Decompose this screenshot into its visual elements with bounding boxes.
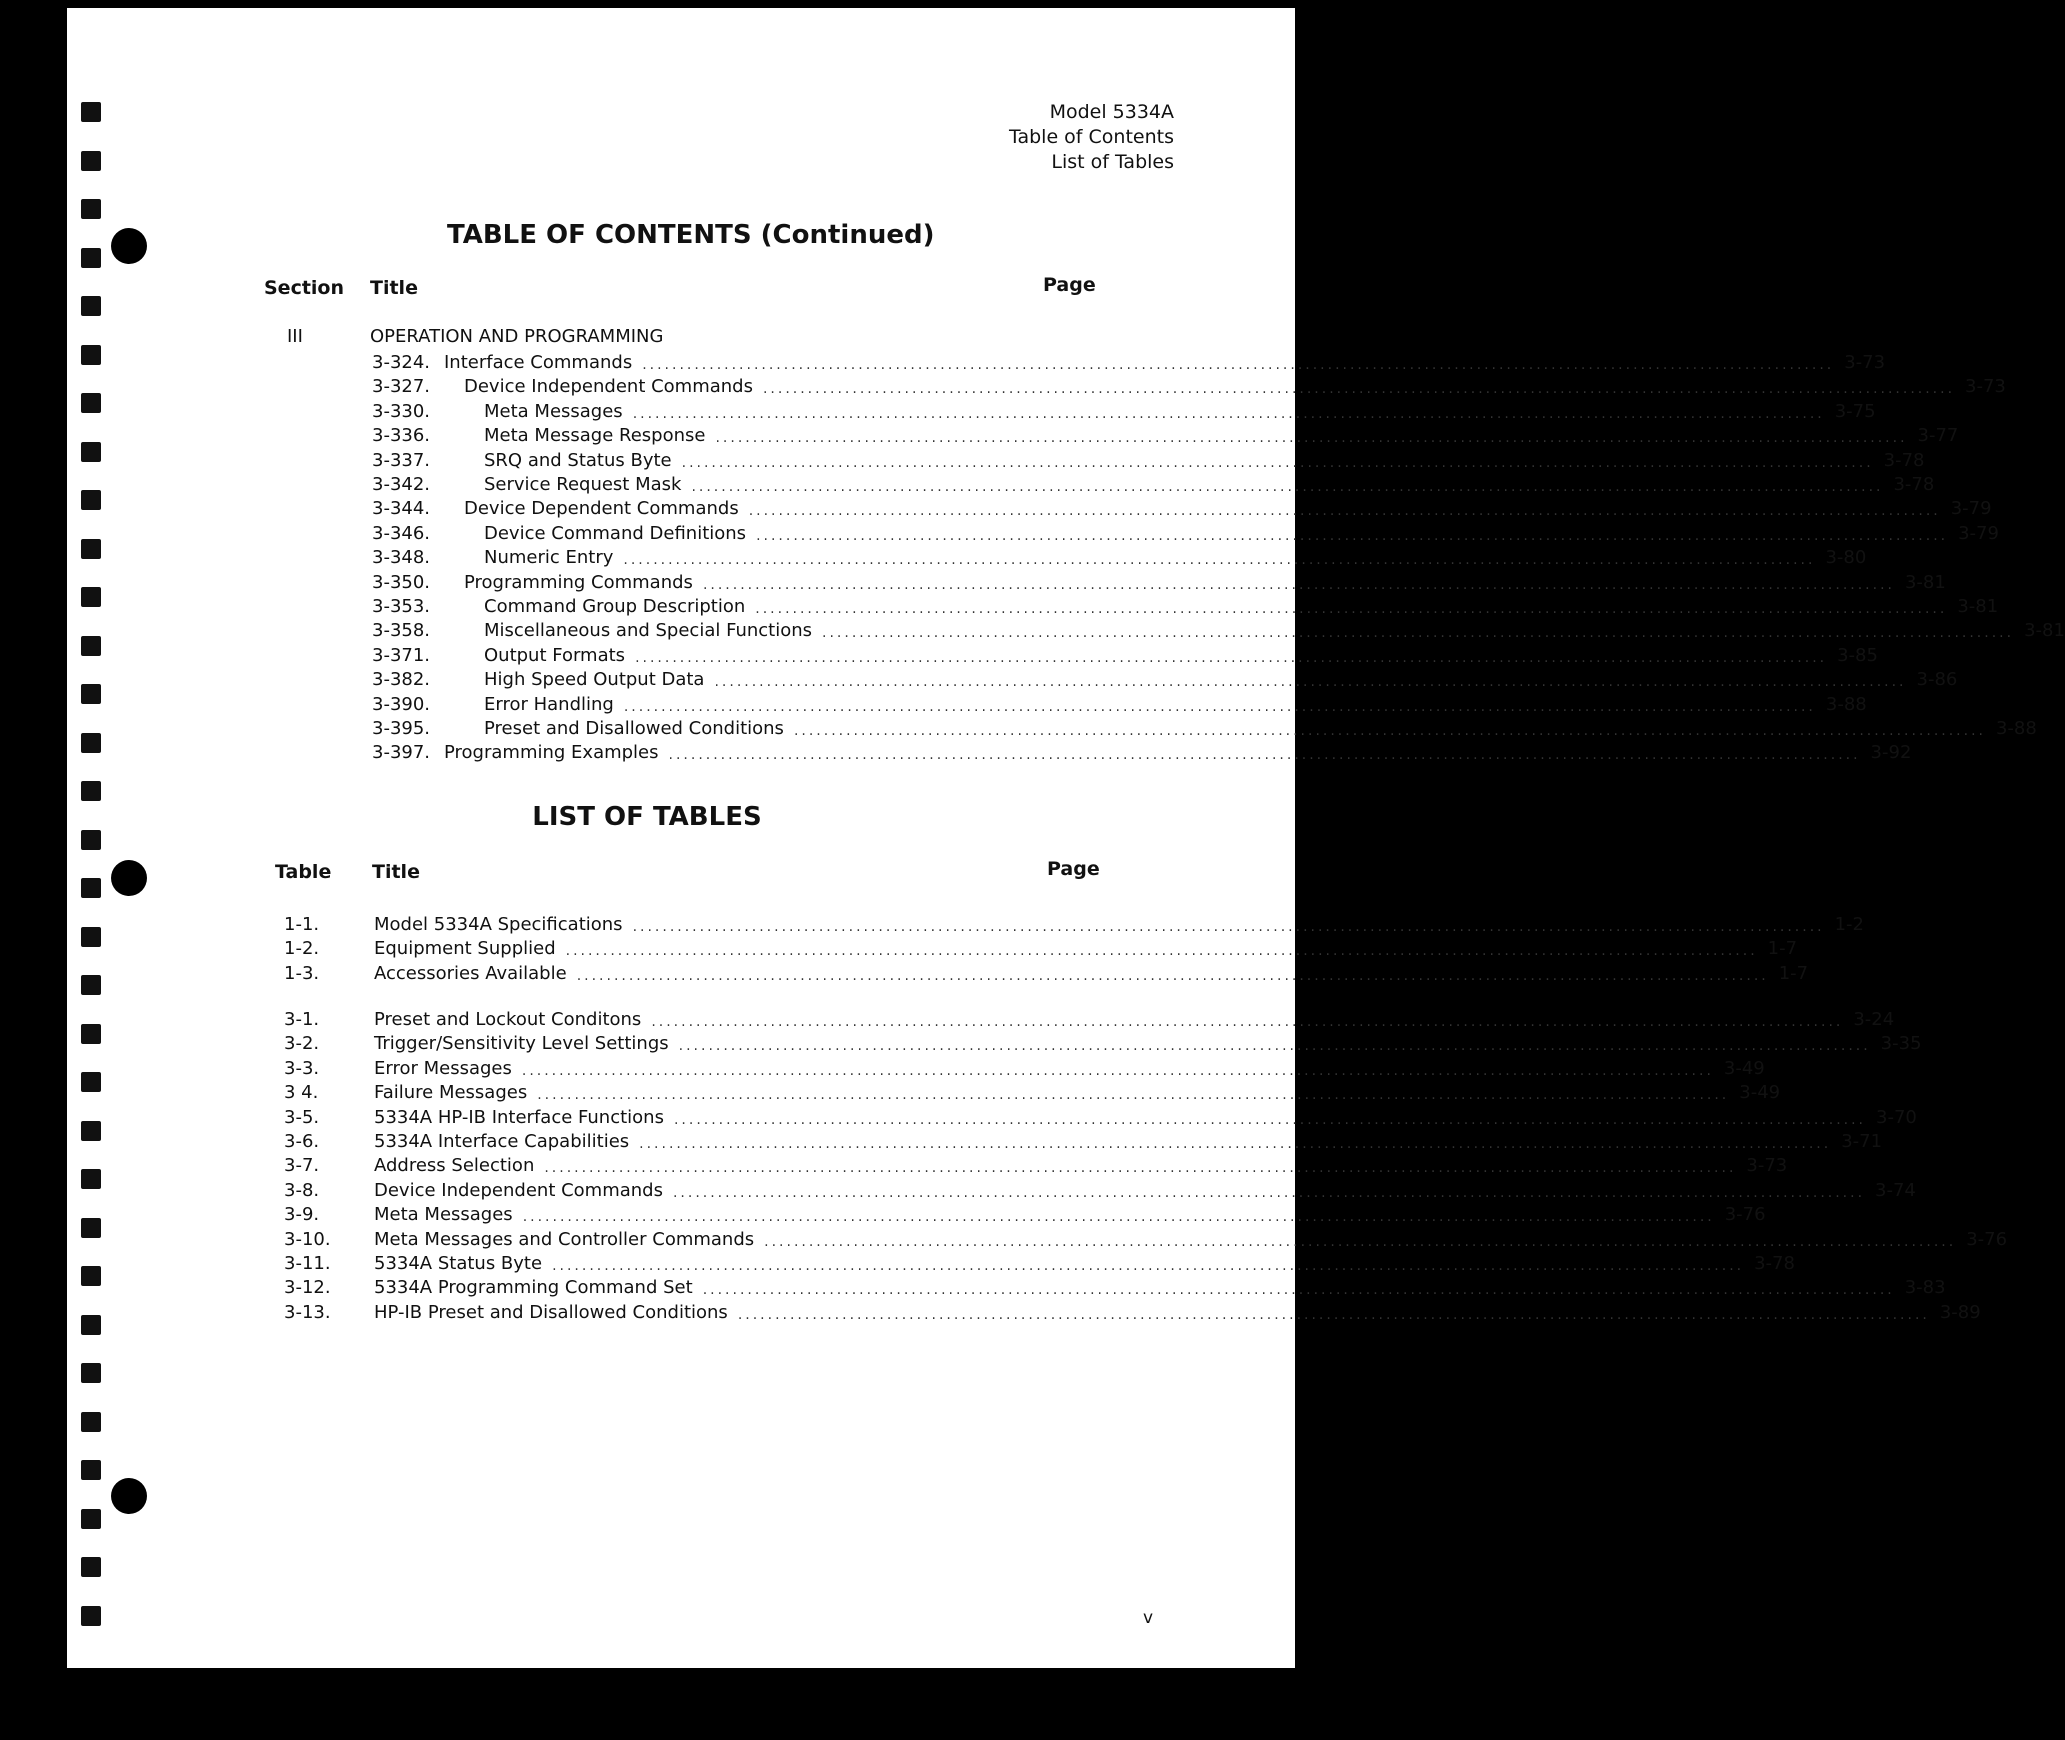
entry-number: 3-10.	[284, 1228, 331, 1250]
entry-title: 5334A HP-IB Interface Functions	[374, 1106, 664, 1128]
entry-page: 3-78	[1754, 1253, 1795, 1274]
dot-leader: ................................................................................................................................................................	[822, 625, 2015, 642]
entry-title: Model 5334A Specifications	[374, 914, 623, 935]
entry-page: 3-79	[1950, 498, 1992, 520]
entry-number: 3-344.	[372, 498, 431, 520]
toc-entry-row	[67, 497, 1992, 521]
page-number: v	[1142, 1608, 1153, 1628]
entry-number: 1-1.	[284, 914, 320, 935]
entry-number: 3-5.	[284, 1106, 320, 1128]
entry-page: 3-88	[1995, 718, 2037, 739]
toc-entry-row	[67, 1106, 1917, 1130]
entry-page: 3-73	[1746, 1155, 1788, 1177]
dot-leader: ................................................................................................................................................................	[623, 552, 1816, 569]
entry-page: 3-86	[1916, 669, 1958, 691]
entry-number: 3-13.	[284, 1301, 331, 1323]
toc-entry-row	[67, 351, 1886, 375]
tables-col-page: Page	[1047, 858, 1100, 880]
dot-leader: ................................................................................................................................................................	[642, 357, 1835, 373]
tables-col-title: Title	[372, 861, 420, 883]
entry-title: SRQ and Status Byte	[484, 449, 672, 471]
tables-col-table: Table	[275, 861, 332, 883]
toc-entry-row	[67, 522, 1999, 546]
binding-hole	[81, 1557, 101, 1577]
entry-page: 3-71	[1841, 1131, 1883, 1152]
tables-heading: LIST OF TABLES	[532, 802, 762, 832]
toc-entry-row	[67, 571, 1946, 595]
entry-title: Equipment Supplied	[374, 938, 556, 960]
entry-page: 3-78	[1893, 474, 1935, 495]
entry-page: 1-2	[1834, 914, 1864, 935]
dot-leader: ................................................................................................................................................................	[793, 723, 1986, 739]
toc-entry-row	[67, 595, 1999, 619]
header-model: Model 5334A	[1049, 101, 1174, 123]
dot-leader: ................................................................................................................................................................	[537, 1087, 1730, 1104]
entry-title: Miscellaneous and Special Functions	[484, 620, 813, 642]
entry-number: 1-3.	[284, 962, 320, 984]
entry-number: 3-7.	[284, 1155, 320, 1177]
entry-title: Preset and Disallowed Conditions	[484, 718, 784, 739]
entry-title: Error Messages	[374, 1057, 512, 1079]
entry-title: Device Independent Commands	[464, 376, 753, 398]
entry-number: 3-336.	[372, 425, 431, 447]
entry-number: 3-337.	[372, 449, 431, 471]
toc-entry-row	[67, 424, 1959, 448]
entry-number: 3-390.	[372, 693, 431, 715]
toc-entry-row	[67, 619, 2065, 643]
document-page	[67, 8, 2065, 1668]
entry-page: 3-75	[1834, 400, 1876, 422]
dot-leader: ................................................................................................................................................................	[522, 1209, 1715, 1226]
entry-number: 3-342.	[372, 474, 431, 495]
entry-number: 3-11.	[284, 1253, 331, 1274]
binding-hole	[81, 102, 101, 122]
entry-title: Address Selection	[374, 1155, 535, 1177]
dot-leader: ................................................................................................................................................................	[702, 1282, 1895, 1299]
entry-page: 3-89	[1939, 1301, 1981, 1323]
binding-ring	[111, 860, 147, 896]
dot-leader: ................................................................................................................................................................	[552, 1258, 1745, 1274]
entry-page: 3-35	[1880, 1033, 1922, 1055]
toc-entry-row	[67, 937, 1798, 961]
entry-page: 3-85	[1837, 644, 1878, 666]
entry-page: 3-88	[1825, 693, 1867, 715]
entry-title: Trigger/Sensitivity Level Settings	[374, 1033, 669, 1055]
entry-number: 3-324.	[372, 352, 431, 373]
toc-entry-row	[67, 375, 2006, 399]
binding-ring	[111, 1478, 147, 1514]
binding-ring	[111, 228, 147, 264]
binding-hole	[81, 830, 101, 850]
entry-page: 3-76	[1966, 1228, 2008, 1250]
binding-hole	[81, 151, 101, 171]
entry-title: Programming Examples	[444, 742, 659, 764]
dot-leader: ................................................................................................................................................................	[714, 674, 1907, 691]
toc-entry-row	[67, 400, 1876, 424]
binding-hole	[81, 199, 101, 219]
toc-entry-row	[67, 1008, 1895, 1032]
toc-entry-row	[67, 1154, 1788, 1178]
toc-entry-row	[67, 1032, 1922, 1056]
entry-page: 3-92	[1870, 742, 1912, 764]
entry-page: 3-70	[1876, 1106, 1917, 1128]
entry-title: Output Formats	[484, 644, 626, 666]
entry-page: 1-7	[1767, 938, 1798, 960]
toc-entry-row	[67, 693, 1867, 717]
entry-title: High Speed Output Data	[484, 669, 705, 691]
entry-page: 3-49	[1723, 1057, 1765, 1079]
dot-leader: ................................................................................................................................................................	[715, 430, 1908, 447]
header-section: Table of Contents	[1009, 126, 1174, 148]
entry-number: 3-397.	[372, 742, 431, 764]
toc-col-title: Title	[370, 277, 418, 299]
binding-hole	[81, 248, 101, 268]
dot-leader: ................................................................................................................................................................	[668, 747, 1861, 764]
dot-leader: ................................................................................................................................................................	[702, 576, 1895, 593]
toc-section-number: III	[287, 326, 303, 347]
toc-entry-row	[67, 473, 1935, 497]
toc-entry-row	[67, 644, 1878, 668]
entry-title: Device Independent Commands	[374, 1179, 663, 1201]
dot-leader: ................................................................................................................................................................	[635, 649, 1828, 666]
entry-number: 1-2.	[284, 938, 320, 960]
dot-leader: ................................................................................................................................................................	[576, 967, 1769, 984]
entry-title: Meta Messages	[484, 400, 623, 422]
toc-entry-row	[67, 1081, 1781, 1105]
dot-leader: ................................................................................................................................................................	[632, 919, 1825, 935]
entry-title: Programming Commands	[464, 571, 693, 593]
toc-col-section: Section	[264, 277, 345, 299]
toc-entry-row	[67, 741, 1912, 765]
entry-title: 5334A Programming Command Set	[374, 1277, 693, 1299]
dot-leader: ................................................................................................................................................................	[623, 698, 1816, 715]
entry-number: 3-395.	[372, 718, 431, 739]
toc-heading: TABLE OF CONTENTS (Continued)	[447, 220, 935, 250]
header-subsection: List of Tables	[1051, 151, 1174, 173]
dot-leader: ................................................................................................................................................................	[681, 454, 1874, 471]
dot-leader: ................................................................................................................................................................	[678, 1038, 1871, 1055]
toc-entry-row	[67, 962, 1809, 986]
dot-leader: ................................................................................................................................................................	[565, 943, 1758, 960]
entry-page: 3-80	[1825, 547, 1867, 569]
entry-number: 3-371.	[372, 644, 431, 666]
entry-title: Command Group Description	[484, 596, 746, 617]
entry-page: 3-24	[1853, 1009, 1895, 1030]
entry-number: 3-358.	[372, 620, 431, 642]
dot-leader: ................................................................................................................................................................	[673, 1111, 1866, 1128]
toc-entry-row	[67, 717, 2037, 741]
entry-page: 1-7	[1778, 962, 1809, 984]
entry-title: Meta Messages and Controller Commands	[374, 1228, 755, 1250]
toc-entry-row	[67, 1203, 1766, 1227]
entry-title: Service Request Mask	[484, 474, 682, 495]
dot-leader: ................................................................................................................................................................	[764, 1233, 1957, 1250]
toc-entry-row	[67, 1228, 2008, 1252]
toc-entry-row	[67, 668, 1958, 692]
entry-number: 3-1.	[284, 1009, 320, 1030]
entry-page: 3-77	[1917, 425, 1959, 447]
toc-entry-row	[67, 1301, 1981, 1325]
entry-number: 3-8.	[284, 1179, 320, 1201]
entry-page: 3-74	[1875, 1179, 1916, 1201]
entry-page: 3-79	[1958, 522, 1999, 544]
toc-entry-row	[67, 1179, 1916, 1203]
toc-entry-row	[67, 449, 1925, 473]
entry-number: 3 4.	[284, 1082, 319, 1104]
dot-leader: ................................................................................................................................................................	[632, 405, 1825, 422]
entry-title: 5334A Status Byte	[374, 1253, 543, 1274]
entry-page: 3-76	[1724, 1204, 1766, 1226]
dot-leader: ................................................................................................................................................................	[544, 1160, 1737, 1177]
entry-title: Device Dependent Commands	[464, 498, 739, 520]
binding-hole	[81, 1509, 101, 1529]
binding-hole	[81, 1412, 101, 1432]
binding-hole	[81, 296, 101, 316]
entry-number: 3-353.	[372, 596, 431, 617]
entry-number: 3-3.	[284, 1057, 320, 1079]
entry-title: Interface Commands	[444, 352, 633, 373]
dot-leader: ................................................................................................................................................................	[748, 503, 1941, 520]
binding-hole	[81, 781, 101, 801]
dot-leader: ................................................................................................................................................................	[691, 479, 1884, 495]
binding-hole	[81, 878, 101, 898]
toc-entry-row	[67, 546, 1867, 570]
entry-number: 3-6.	[284, 1131, 320, 1152]
entry-page: 3-81	[1904, 571, 1946, 593]
entry-title: Error Handling	[484, 693, 614, 715]
entry-page: 3-49	[1739, 1082, 1781, 1104]
dot-leader: ................................................................................................................................................................	[756, 527, 1949, 544]
entry-number: 3-330.	[372, 400, 431, 422]
dot-leader: ................................................................................................................................................................	[737, 1306, 1930, 1323]
entry-page: 3-81	[1957, 596, 1999, 617]
binding-hole	[81, 1606, 101, 1626]
toc-section-title: OPERATION AND PROGRAMMING	[370, 326, 664, 347]
entry-number: 3-12.	[284, 1277, 331, 1299]
entry-page: 3-78	[1883, 449, 1925, 471]
dot-leader: ................................................................................................................................................................	[639, 1136, 1832, 1152]
entry-title: Meta Message Response	[484, 425, 706, 447]
toc-entry-row	[67, 1276, 1946, 1300]
entry-page: 3-73	[1844, 352, 1886, 373]
entry-number: 3-2.	[284, 1033, 320, 1055]
entry-number: 3-346.	[372, 522, 431, 544]
dot-leader: ................................................................................................................................................................	[755, 601, 1948, 617]
entry-number: 3-327.	[372, 376, 431, 398]
toc-col-page: Page	[1043, 274, 1096, 296]
entry-number: 3-348.	[372, 547, 431, 569]
entry-page: 3-73	[1965, 376, 2006, 398]
dot-leader: ................................................................................................................................................................	[672, 1184, 1866, 1201]
entry-title: Numeric Entry	[484, 547, 614, 569]
dot-leader: ................................................................................................................................................................	[651, 1014, 1844, 1030]
dot-leader: ................................................................................................................................................................	[521, 1062, 1714, 1079]
binding-hole	[81, 1363, 101, 1383]
entry-number: 3-350.	[372, 571, 431, 593]
running-header	[1009, 100, 1174, 175]
entry-title: Failure Messages	[374, 1082, 528, 1104]
entry-title: Accessories Available	[374, 962, 567, 984]
dot-leader: ................................................................................................................................................................	[762, 381, 1956, 398]
toc-entry-row	[67, 913, 1864, 937]
entry-title: Device Command Definitions	[484, 522, 747, 544]
entry-number: 3-382.	[372, 669, 431, 691]
entry-page: 3-83	[1904, 1277, 1946, 1299]
toc-entry-row	[67, 1252, 1795, 1276]
toc-entry-row	[67, 1130, 1883, 1154]
entry-title: HP-IB Preset and Disallowed Conditions	[374, 1301, 728, 1323]
toc-entry-row	[67, 1057, 1765, 1081]
entry-title: 5334A Interface Capabilities	[374, 1131, 630, 1152]
binding-hole	[81, 1460, 101, 1480]
entry-title: Preset and Lockout Conditons	[374, 1009, 642, 1030]
entry-title: Meta Messages	[374, 1204, 513, 1226]
entry-number: 3-9.	[284, 1204, 320, 1226]
entry-page: 3-81	[2024, 620, 2065, 642]
